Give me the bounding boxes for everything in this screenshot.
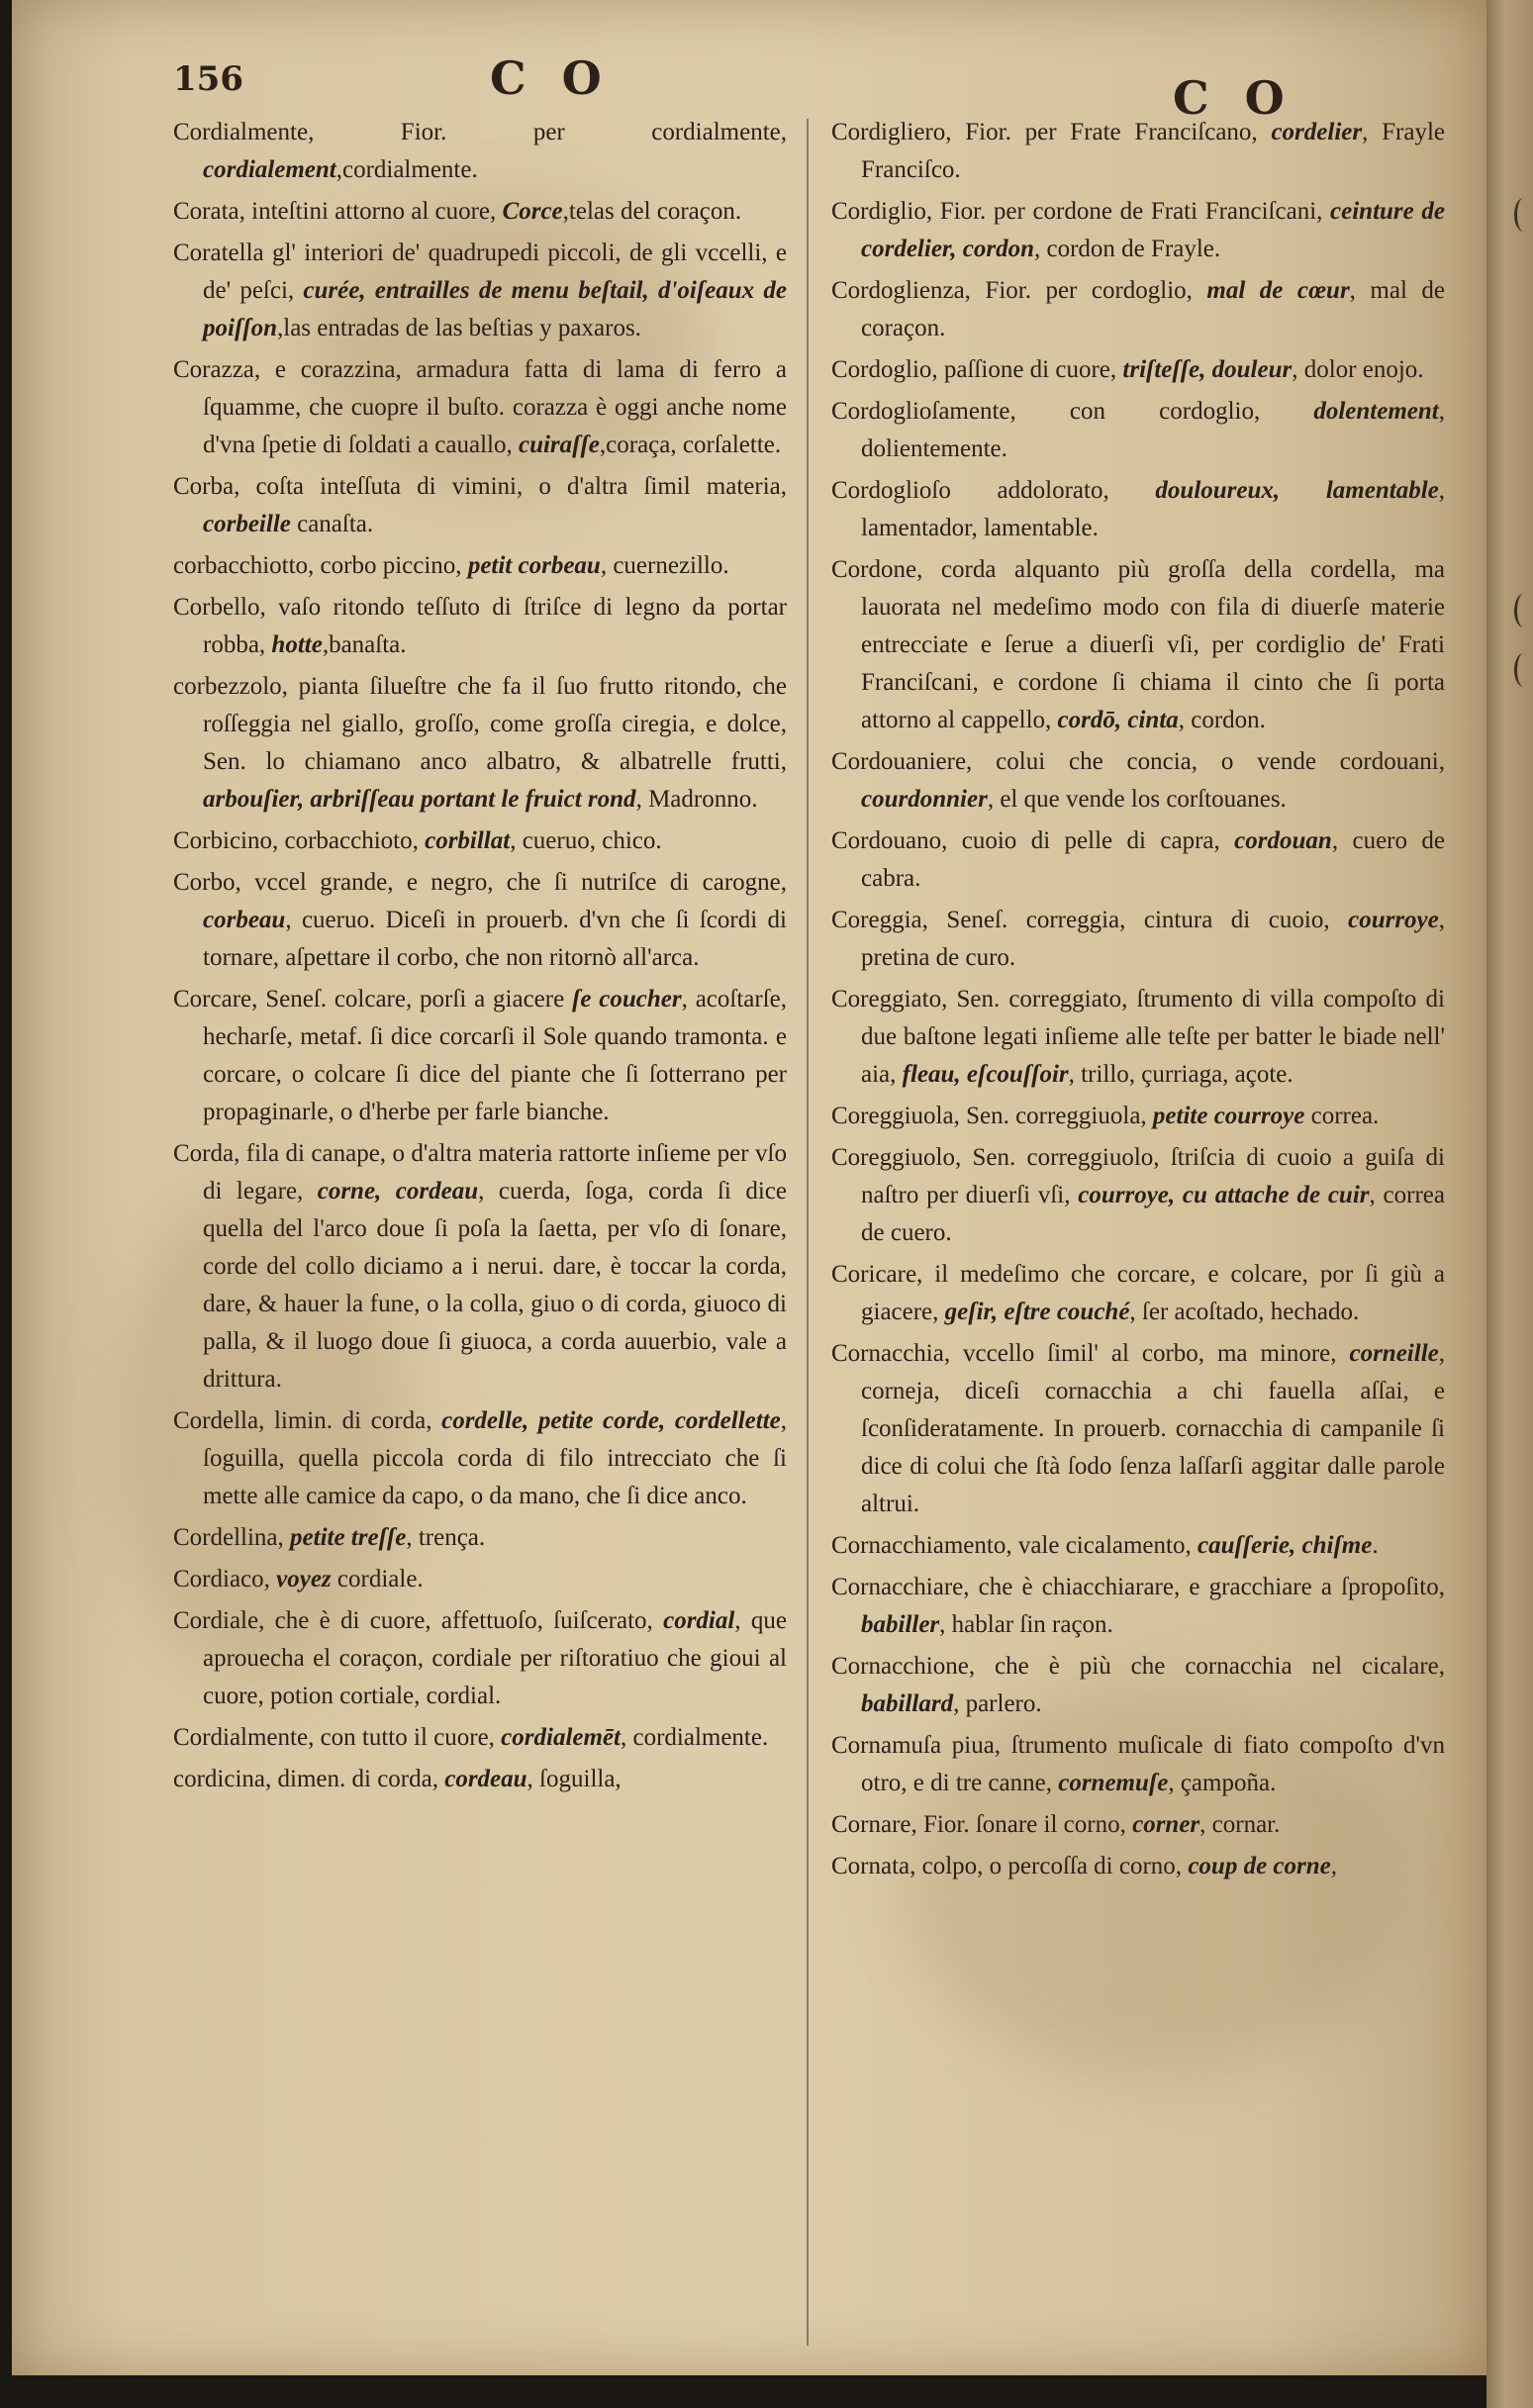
entry-spanish-gloss: , cordialmente. [620,1724,769,1751]
entry-spanish-gloss: ,banaſta. [322,631,407,658]
entry-french-gloss: hotte [271,631,323,658]
entry-italian-text: Cordouano, cuoio di pelle di capra, [831,827,1235,854]
dictionary-entry [173,1602,787,1715]
entry-italian-text: Cornacchiare, che è chiacchiarare, e gracchiare a ſpropoſito, [831,1574,1445,1600]
entry-spanish-gloss: , ſoguilla, [527,1766,622,1792]
entry-french-gloss: corbeille [203,511,291,537]
entry-french-gloss: cordō, cinta [1057,707,1179,733]
facing-page-bracket [1514,653,1533,687]
entry-italian-text: Cordella, limin. di corda, [173,1407,442,1434]
dictionary-entry [173,1135,787,1398]
dictionary-entry [173,468,787,543]
entry-spanish-gloss: , correa de cuero. [861,1182,1445,1246]
dictionary-entry [831,1139,1445,1252]
dictionary-entry [831,114,1445,189]
entry-french-gloss: coup de corne [1188,1853,1331,1879]
entry-italian-text: Cordiglio, Fior. per cordone de Frati Franciſcani, [831,198,1331,225]
entry-spanish-gloss: , trença. [406,1524,486,1551]
entry-italian-text: corbezzolo, pianta ſilueſtre che fa il ſuo frutto ritondo, che roſſeggia nel giallo, groſſo, come groſſa ciregia, e dolce, Sen. lo chiamano anco albatro, & albatrelle frutti, [173,673,787,775]
entry-italian-text: Cordialmente, Fior. per cordialmente, [173,119,787,145]
dictionary-entry [831,1527,1445,1565]
running-head-right: C O [1173,71,1294,125]
entry-italian-text: Cordiale, che è di cuore, affettuoſo, ſuiſcerato, [173,1607,664,1634]
entry-french-gloss: courroye, cu attache de cuir [1078,1182,1370,1208]
entry-italian-text: Cordellina, [173,1524,291,1551]
entry-french-gloss: triſteſſe, douleur [1122,356,1293,383]
entry-italian-text: Cordialmente, con tutto il cuore, [173,1724,502,1751]
entry-italian-text: Coricare, il medeſimo che corcare, e colcare, por ſi giù a giacere, [831,1261,1445,1325]
facing-page-edge [1486,0,1533,2408]
dictionary-entry [831,272,1445,347]
entry-italian-text: Coratella gl' interiori de' quadrupedi piccoli, de gli vccelli, e de' peſci, [173,240,787,304]
entry-spanish-gloss: , mal de coraçon. [861,277,1445,341]
dictionary-entry [173,1519,787,1557]
entry-spanish-gloss: , cordon. [1178,707,1266,733]
dictionary-entry [831,551,1445,739]
dictionary-entry [173,1402,787,1515]
entry-french-gloss: babiller [861,1611,940,1638]
entry-french-gloss: dolentement [1313,398,1439,425]
dictionary-entry [173,1561,787,1598]
entry-french-gloss: cauſſerie, chiſme [1197,1532,1373,1559]
entry-italian-text: Coreggiuolo, Sen. correggiuolo, ſtriſcia di cuoio a guiſa di naſtro per diuerſi vſi, [831,1144,1445,1208]
entry-french-gloss: cuiraſſe [518,432,600,458]
dictionary-entry [831,981,1445,1094]
entry-spanish-gloss: , corneja, diceſi cornacchia a chi fauella aſſai, e ſconſideratamente. In prouerb. cornacchia di campanile ſi dice di colui che ſtà ſodo ſenza laſſarſi aggitar dalle parole altrui. [861,1340,1445,1517]
entry-french-gloss: ſe coucher [572,986,682,1012]
entry-italian-text: Corbello, vaſo ritondo teſſuto di ſtriſce di legno da portar robba, [173,594,787,658]
entry-spanish-gloss: , cuernezillo. [600,552,729,579]
entry-french-gloss: courdonnier [861,786,988,813]
dictionary-entry [173,351,787,464]
entry-spanish-gloss: , el que vende los corſtouanes. [987,786,1287,813]
dictionary-entry [831,351,1445,389]
entry-italian-text: Cornata, colpo, o percoſſa di corno, [831,1853,1189,1879]
page-header [173,51,1464,125]
entry-italian-text: Corata, inteſtini attorno al cuore, [173,198,503,225]
dictionary-entry [831,472,1445,547]
entry-french-gloss: geſir, eſtre couché [944,1299,1130,1325]
entry-spanish-gloss: , lamentador, lamentable. [861,477,1445,541]
entry-french-gloss: corner [1132,1811,1200,1838]
entry-spanish-gloss: , que aprouecha el coraçon, cordiale per riſtoratiuo che gioui al cuore, potion cortiale, cordial. [203,1607,787,1709]
entry-spanish-gloss: , Madronno. [635,786,758,813]
entry-spanish-gloss: , [1330,1853,1337,1879]
entry-italian-text: Cordoglioſamente, con cordoglio, [831,398,1314,425]
dictionary-entry [173,193,787,231]
entry-italian-text: Cordoglioſo addolorato, [831,477,1156,504]
entry-french-gloss: cordelle, petite corde, cordellette [441,1407,781,1434]
entry-spanish-gloss: canaſta. [290,511,374,537]
entry-italian-text: Cordiaco, [173,1566,277,1592]
dictionary-entry [173,668,787,819]
entry-spanish-gloss: correa. [1304,1103,1380,1129]
dictionary-entry [831,822,1445,898]
entry-french-gloss: fleau, eſcouſſoir [902,1061,1069,1088]
dictionary-entry [173,235,787,347]
dictionary-entry [173,114,787,189]
entry-spanish-gloss: ,cordialmente. [335,156,478,183]
entry-french-gloss: cornemuſe [1058,1770,1169,1796]
left-column [173,114,787,1802]
entry-french-gloss: arbouſier, arbriſſeau portant le fruict rond [203,786,636,813]
entry-french-gloss: petit corbeau [467,552,601,579]
entry-italian-text: cordicina, dimen. di corda, [173,1766,445,1792]
entry-italian-text: Cordone, corda alquanto più groſſa della cordella, ma lauorata nel medeſimo modo con fila di diuerſe materie entrecciate e ſerue a diuerſi vſi, per cordiglio de' Frati Franciſcani, e cordone ſi chiama il cinto che ſi porta attorno al cappello, [831,556,1445,733]
entry-italian-text: Cornamuſa piua, ſtrumento muſicale di fiato compoſto d'vn otro, e di tre canne, [831,1732,1445,1796]
entry-spanish-gloss: , hablar ſin raçon. [939,1611,1113,1638]
entry-spanish-gloss: , cueruo, chico. [510,827,662,854]
dictionary-entry [831,1648,1445,1723]
dictionary-entry [173,864,787,977]
entry-french-gloss: corne, cordeau [317,1178,479,1204]
right-column [831,114,1445,1889]
facing-page-bracket [1514,594,1533,627]
entry-french-gloss: corbillat [425,827,511,854]
facing-page-bracket [1514,198,1533,232]
entry-french-gloss: cordeau [444,1766,527,1792]
entry-french-gloss: douloureux, lamentable [1155,477,1439,504]
entry-french-gloss: cordialemēt [501,1724,621,1751]
entry-spanish-gloss: , ſoguilla, quella piccola corda di filo intrecciato che ſi mette alle camice da capo, o da mano, che ſi dice anco. [203,1407,787,1509]
entry-french-gloss: petite treſſe [290,1524,407,1551]
entry-french-gloss: corbeau [203,907,286,933]
entry-italian-text: Cornacchione, che è più che cornacchia nel cicalare, [831,1653,1445,1680]
entry-spanish-gloss: , acoſtarſe, hecharſe, metaf. ſi dice corcarſi il Sole quando tramonta. e corcare, o colcare ſi dice del piante che ſi ſotterrano per propaginarle, o d'herbe per farle bianche. [203,986,788,1125]
entry-spanish-gloss: ,las entradas de las beſtias y paxaros. [277,315,641,341]
dictionary-entry [173,981,787,1131]
entry-spanish-gloss: , parlero. [953,1690,1042,1717]
dictionary-entry [173,547,787,585]
dictionary-entry [831,743,1445,819]
column-divider [807,119,809,2346]
dictionary-entry [831,1098,1445,1135]
entry-french-gloss: courroye [1348,907,1439,933]
entry-italian-text: Cordigliero, Fior. per Frate Franciſcano, [831,119,1272,145]
entry-italian-text: Corbo, vccel grande, e negro, che ſi nutriſce di carogne, [173,869,787,896]
entry-spanish-gloss: ,coraça, corſalette. [599,432,782,458]
dictionary-entry [173,1719,787,1757]
entry-spanish-gloss: , cuerda, ſoga, corda ſi dice quella del l'arco doue ſi poſa la ſaetta, per vſo di ſonare, corde del collo diciamo a i nerui. dare, è toccar la corda, dare, & hauer la fune, o la colla, giuo o di corda, giuoco di palla, & il luogo doue ſi giuoca, a corda auuerbio, vale a drittura. [203,1178,787,1393]
entry-italian-text: Cordoglienza, Fior. per cordoglio, [831,277,1207,304]
entry-spanish-gloss: , dolor enojo. [1292,356,1424,383]
entry-italian-text: Corcare, Seneſ. colcare, porſi a giacere [173,986,573,1012]
page-number: 156 [173,59,243,99]
entry-spanish-gloss: , pretina de curo. [861,907,1445,971]
entry-spanish-gloss: cordiale. [331,1566,424,1592]
entry-spanish-gloss: . [1372,1532,1379,1559]
running-head-left: C O [490,51,612,105]
dictionary-entry [831,1806,1445,1844]
entry-spanish-gloss: , cueruo. Diceſi in prouerb. d'vn che ſi ſcordi di tornare, aſpettare il corbo, che non ritornò all'arca. [203,907,787,971]
entry-french-gloss: babillard [861,1690,954,1717]
entry-spanish-gloss: , trillo, çurriaga, açote. [1068,1061,1293,1088]
entry-italian-text: Corda, fila di canape, o d'altra materia rattorte inſieme per vſo di legare, [173,1140,787,1204]
entry-italian-text: Coreggiuola, Sen. correggiuola, [831,1103,1153,1129]
entry-spanish-gloss: , ſer acoſtado, hechado. [1129,1299,1360,1325]
entry-italian-text: Coreggiato, Sen. correggiato, ſtrumento di villa compoſto di due baſtone legati inſieme alle teſte per batter le biade nell' aia, [831,986,1445,1088]
entry-spanish-gloss: , Frayle Franciſco. [861,119,1445,183]
entry-italian-text: Cornacchiamento, vale cicalamento, [831,1532,1198,1559]
dictionary-entry [173,589,787,664]
entry-french-gloss: ceinture de cordelier, cordon [861,198,1445,262]
entry-french-gloss: cordialement [203,156,336,183]
entry-french-gloss: petite courroye [1152,1103,1305,1129]
entry-spanish-gloss: ,telas del coraçon. [562,198,742,225]
entry-spanish-gloss: , dolientemente. [861,398,1445,462]
entry-spanish-gloss: , cordon de Frayle. [1034,236,1221,262]
entry-italian-text: Cordouaniere, colui che concia, o vende cordouani, [831,748,1445,775]
entry-french-gloss: Corce [502,198,563,225]
entry-french-gloss: voyez [276,1566,332,1592]
entry-french-gloss: curée, entrailles de menu beſtail, d'oiſeaux de poiſſon [203,277,788,341]
dictionary-entry [173,822,787,860]
entry-italian-text: Corazza, e corazzina, armadura fatta di lama di ferro a ſquamme, che cuopre il buſto. corazza è oggi anche nome d'vna ſpetie di ſoldati a cauallo, [173,356,787,458]
entry-italian-text: Coreggia, Seneſ. correggia, cintura di cuoio, [831,907,1349,933]
entry-spanish-gloss: , cuero de cabra. [861,827,1445,892]
entry-italian-text: Cornare, Fior. ſonare il corno, [831,1811,1133,1838]
entry-italian-text: Cornacchia, vccello ſimil' al corbo, ma minore, [831,1340,1350,1367]
entry-italian-text: corbacchiotto, corbo piccino, [173,552,468,579]
dictionary-entry [831,193,1445,268]
entry-italian-text: Corbicino, corbacchioto, [173,827,426,854]
entry-spanish-gloss: , cornar. [1199,1811,1281,1838]
entry-italian-text: Corba, coſta inteſſuta di vimini, o d'altra ſimil materia, [173,473,787,500]
dictionary-entry [831,1569,1445,1644]
dictionary-entry [831,1256,1445,1331]
entry-french-gloss: corneille [1349,1340,1439,1367]
entry-french-gloss: cordial [663,1607,735,1634]
entry-french-gloss: cordelier [1271,119,1363,145]
dictionary-entry [831,1335,1445,1523]
entry-italian-text: Cordoglio, paſſione di cuore, [831,356,1123,383]
dictionary-entry [831,902,1445,977]
dictionary-entry [831,393,1445,468]
entry-french-gloss: mal de cœur [1206,277,1350,304]
dictionary-entry [173,1761,787,1798]
dictionary-entry [831,1848,1445,1885]
entry-spanish-gloss: , çampoña. [1168,1770,1277,1796]
dictionary-entry [831,1727,1445,1802]
entry-french-gloss: cordouan [1234,827,1332,854]
